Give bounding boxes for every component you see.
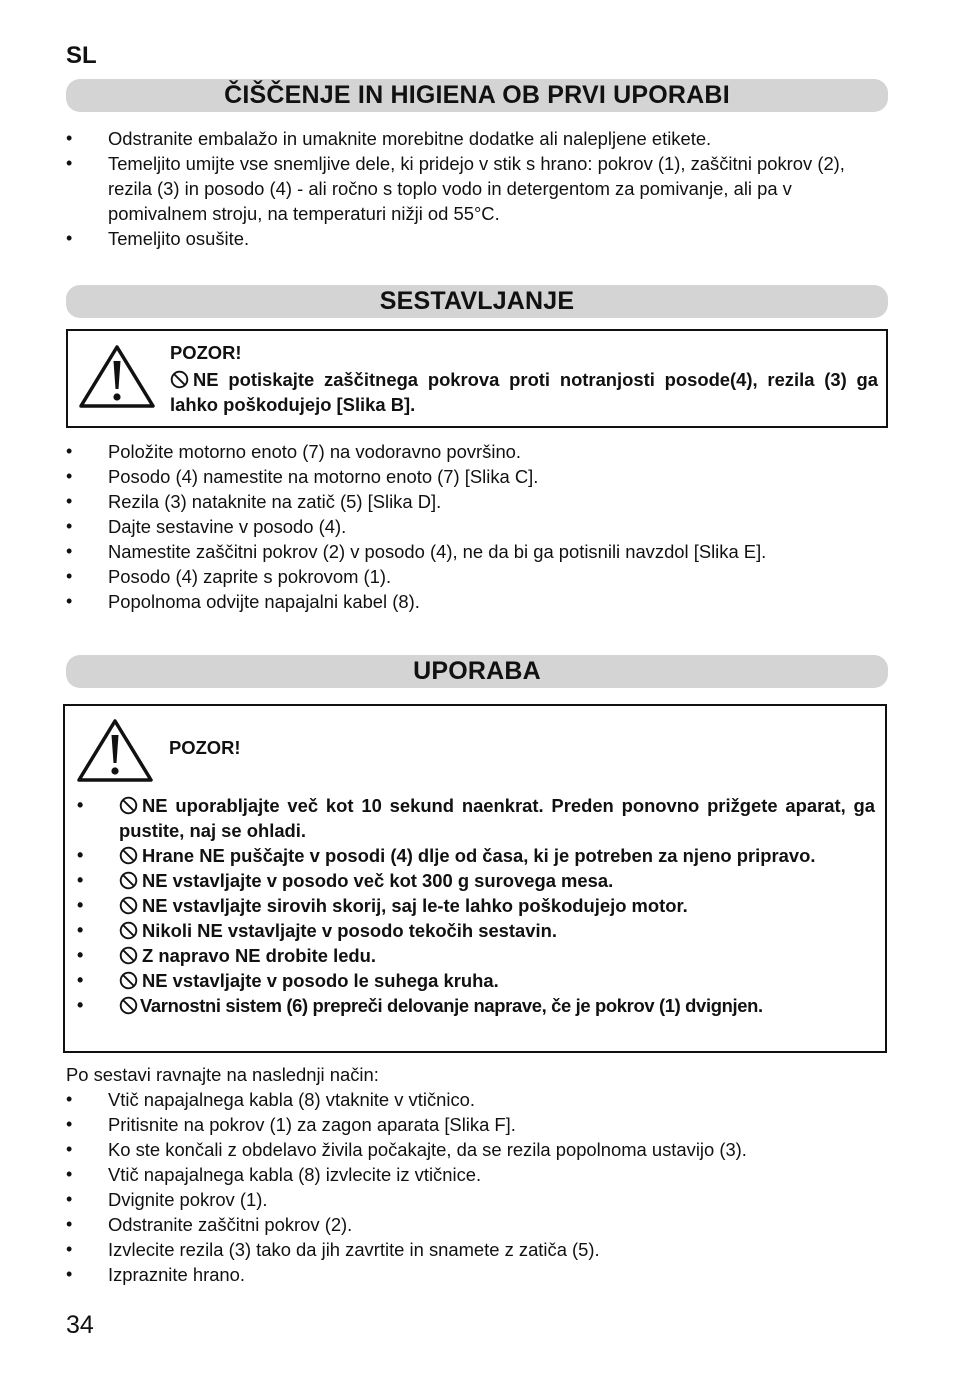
list-item: • Dvignite pokrov (1). <box>66 1187 890 1212</box>
list-item: • Temeljito osušite. <box>66 226 890 251</box>
list-item: • Položite motorno enoto (7) na vodoravno površino. <box>66 439 890 464</box>
warning-item-text: NE vstavljajte v posodo več kot 300 g surovega mesa. <box>142 870 614 891</box>
list-item: • Vtič napajalnega kabla (8) izvlecite iz vtičnice. <box>66 1162 890 1187</box>
warning-label: POZOR! <box>170 342 242 363</box>
warning-item-text: Z napravo NE drobite ledu. <box>142 945 376 966</box>
no-entry-icon <box>119 996 138 1015</box>
warning-item-text: Hrane NE puščajte v posodi (4) dlje od časa, ki je potreben za njeno pripravo. <box>142 845 816 866</box>
list-item: • Ko ste končali z obdelavo živila počakajte, da se rezila popolnoma ustavijo (3). <box>66 1137 890 1162</box>
assembly-warning-box <box>66 329 888 428</box>
warning-item <box>75 943 875 968</box>
assembly-list <box>66 439 890 614</box>
list-item: • Izpraznite hrano. <box>66 1262 890 1287</box>
no-entry-icon <box>119 896 138 915</box>
section-title-assembly: SESTAVLJANJE <box>66 285 888 318</box>
warning-item <box>75 918 875 943</box>
list-item: • Pritisnite na pokrov (1) za zagon aparata [Slika F]. <box>66 1112 890 1137</box>
list-item: • Odstranite zaščitni pokrov (2). <box>66 1212 890 1237</box>
list-item: • Posodo (4) zaprite s pokrovom (1). <box>66 564 890 589</box>
warning-triangle-icon <box>77 342 157 410</box>
usage-intro: Po sestavi ravnajte na naslednji način: <box>66 1064 379 1085</box>
list-item: • Temeljito umijte vse snemljive dele, ki pridejo v stik s hrano: pokrov (1), zaščitni pokrov (2), rezila (3) in posodo (4) - ali ročno s toplo vodo in detergentom za pomivanje, ali pa v pomivalnem stroju, na temperaturi nižji od 55°C. <box>66 151 890 226</box>
warning-item <box>75 968 875 993</box>
list-item: • Posodo (4) namestite na motorno enoto (7) [Slika C]. <box>66 464 890 489</box>
warning-label: POZOR! <box>169 737 241 758</box>
warning-item-text: NE uporabljajte več kot 10 sekund naenkrat. Preden ponovno prižgete aparat, ga pustite, naj se ohladi. <box>119 795 875 841</box>
no-entry-icon <box>119 846 138 865</box>
no-entry-icon <box>119 921 138 940</box>
no-entry-icon <box>119 946 138 965</box>
list-item: • Dajte sestavine v posodo (4). <box>66 514 890 539</box>
warning-item <box>75 843 875 868</box>
list-item: • Namestite zaščitni pokrov (2) v posodo (4), ne da bi ga potisnili navzdol [Slika E]. <box>66 539 890 564</box>
warning-text <box>170 367 878 417</box>
warning-item <box>75 868 875 893</box>
warning-item-text: NE vstavljajte sirovih skorij, saj le-te lahko poškodujejo motor. <box>142 895 688 916</box>
warning-text-content: NE potiskajte zaščitnega pokrova proti notranjosti posode(4), rezila (3) ga lahko poškodujejo [Slika B]. <box>170 369 878 415</box>
usage-list <box>66 1087 890 1287</box>
warning-item <box>75 993 875 1018</box>
list-item: • Vtič napajalnega kabla (8) vtaknite v vtičnico. <box>66 1087 890 1112</box>
warning-item-text: NE vstavljajte v posodo le suhega kruha. <box>142 970 499 991</box>
section-title-cleaning: ČIŠČENJE IN HIGIENA OB PRVI UPORABI <box>66 79 888 112</box>
warning-item-text: Varnostni sistem (6) prepreči delovanje naprave, če je pokrov (1) dvignjen. <box>140 995 763 1016</box>
usage-warning-box <box>63 704 887 1053</box>
warning-item <box>75 793 875 843</box>
list-item: • Izvlecite rezila (3) tako da jih zavrtite in snamete z zatiča (5). <box>66 1237 890 1262</box>
section-title-usage: UPORABA <box>66 655 888 688</box>
language-code: SL <box>66 42 97 69</box>
list-item: • Popolnoma odvijte napajalni kabel (8). <box>66 589 890 614</box>
no-entry-icon <box>119 796 138 815</box>
usage-warning-list <box>75 793 875 1018</box>
cleaning-list <box>66 126 890 251</box>
list-item: • Odstranite embalažo in umaknite morebitne dodatke ali nalepljene etikete. <box>66 126 890 151</box>
page-number: 34 <box>66 1311 94 1339</box>
warning-item-text: Nikoli NE vstavljajte v posodo tekočih sestavin. <box>142 920 557 941</box>
no-entry-icon <box>119 871 138 890</box>
warning-item <box>75 893 875 918</box>
list-item: • Rezila (3) nataknite na zatič (5) [Slika D]. <box>66 489 890 514</box>
no-entry-icon <box>119 971 138 990</box>
no-entry-icon <box>170 370 189 389</box>
warning-triangle-icon <box>75 716 155 784</box>
